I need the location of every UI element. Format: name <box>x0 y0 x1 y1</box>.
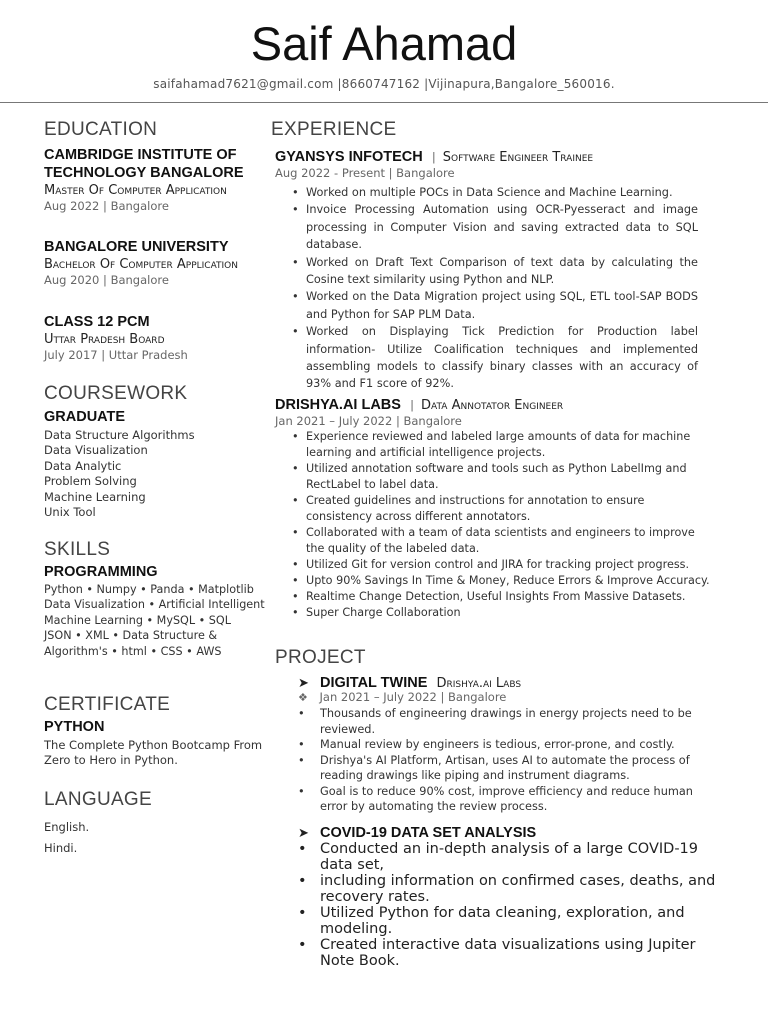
job-bullet: • Utilized Git for version control and JIRA for tracking project progress. <box>292 557 712 573</box>
degree-name: Bachelor Of Computer Application <box>44 257 238 272</box>
arrow-right-icon: ➤ <box>298 676 309 691</box>
school-name: BANGALORE UNIVERSITY <box>44 239 229 255</box>
company-name: GYANSYS INFOTECH <box>275 149 423 165</box>
coursework-item: Unix Tool <box>44 505 96 520</box>
certificate-text <box>44 738 274 769</box>
project-bullet: • Drishya's AI Platform, Artisan, uses AI to automate the process of reading drawings like piping and instrument diagrams. <box>298 753 698 784</box>
job-bullet: • Super Charge Collaboration <box>292 605 712 621</box>
skills-line: Data Visualization • Artificial Intelligent <box>44 598 265 612</box>
job-entry <box>275 394 705 428</box>
language-item: English. <box>44 820 90 834</box>
job-bullet: • Realtime Change Detection, Useful Insights From Massive Datasets. <box>292 589 712 605</box>
job-bullet: • Created guidelines and instructions for annotation to ensure consistency across different annotators. <box>292 493 712 525</box>
certificate-heading: CERTIFICATE <box>44 694 171 715</box>
skills-line: Algorithm's • html • CSS • AWS <box>44 644 222 658</box>
first-name: Saif <box>250 17 332 70</box>
title-separator: | <box>410 398 414 412</box>
job-bullet: • Invoice Processing Automation using OCR-Pyesseract and image processing in Computer Vision and saving extracted data to SQL database. <box>292 201 698 253</box>
coursework-list <box>44 428 195 520</box>
project-bullets <box>298 706 698 815</box>
diamond-bullet-icon: ❖ <box>298 691 308 704</box>
project-bullets <box>298 841 728 969</box>
arrow-right-icon: ➤ <box>298 826 309 841</box>
certificate-subheading: PYTHON <box>44 719 105 735</box>
job-bullet: • Experience reviewed and labeled large amounts of data for machine learning and artificial intelligence projects. <box>292 429 712 461</box>
education-heading: EDUCATION <box>44 119 158 140</box>
job-bullets <box>292 429 712 621</box>
company-name: DRISHYA.AI LABS <box>275 397 401 413</box>
project-date-line <box>298 690 506 704</box>
coursework-item: Data Analytic <box>44 458 122 473</box>
job-bullet: • Upto 90% Savings In Time & Money, Reduce Errors & Improve Accuracy. <box>292 573 712 589</box>
skills-heading: SKILLS <box>44 539 111 560</box>
certificate-line: The Complete Python Bootcamp From <box>44 738 263 752</box>
school-name: CAMBRIDGE INSTITUTE OF TECHNOLOGY BANGALORE <box>44 147 244 181</box>
project-title-line <box>298 672 521 692</box>
project-bullet: • including information on confirmed cases, deaths, and recovery rates. <box>298 873 728 905</box>
project-bullet: • Manual review by engineers is tedious, error-prone, and costly. <box>298 737 698 753</box>
candidate-name <box>0 14 768 74</box>
job-bullet: • Worked on Draft Text Comparison of text data by calculating the Cosine text similarity using Python and NLP. <box>292 254 698 289</box>
project-title: DIGITAL TWINE <box>320 675 428 691</box>
skills-line: JSON • XML • Data Structure & <box>44 629 218 643</box>
job-bullet: • Collaborated with a team of data scientists and engineers to improve the quality of the labeled data. <box>292 525 712 557</box>
language-item: Hindi. <box>44 841 78 855</box>
project-heading: PROJECT <box>275 647 366 668</box>
job-bullet: • Worked on multiple POCs in Data Science and Machine Learning. <box>292 184 698 201</box>
project-bullet: • Created interactive data visualizations using Jupiter Note Book. <box>298 937 728 969</box>
header-divider <box>0 102 768 103</box>
last-name: Ahamad <box>342 17 518 70</box>
coursework-item: Problem Solving <box>44 474 137 489</box>
project-org: Drishya.ai Labs <box>436 676 522 691</box>
skills-line: Python • Numpy • Panda • Matplotlib <box>44 583 254 596</box>
coursework-item: Data Structure Algorithms <box>44 428 195 442</box>
education-date: Aug 2022 | Bangalore <box>44 199 169 213</box>
project-date: Jan 2021 – July 2022 | Bangalore <box>319 690 507 704</box>
school-name: CLASS 12 PCM <box>44 314 150 330</box>
education-entry <box>44 238 254 287</box>
job-bullet: • Utilized annotation software and tools such as Python LabelImg and RectLabel to label data. <box>292 461 712 493</box>
coursework-heading: COURSEWORK <box>44 383 188 404</box>
coursework-subheading: GRADUATE <box>44 409 126 425</box>
certificate-line: Zero to Hero in Python. <box>44 753 178 768</box>
title-separator: | <box>431 150 436 164</box>
job-title-line <box>275 394 705 414</box>
language-heading: LANGUAGE <box>44 789 152 810</box>
job-entry <box>275 146 705 180</box>
project-bullet: • Goal is to reduce 90% cost, improve efficiency and reduce human error by automating the review process. <box>298 784 698 815</box>
skills-line: Machine Learning • MySQL • SQL <box>44 613 231 627</box>
education-date: Aug 2020 | Bangalore <box>44 273 169 287</box>
job-bullet: • Worked on Displaying Tick Prediction for Production label information- Utilize Coalification techniques and implemented assembling models to classify binary classes with an accuracy of 93% and F1 score of 92%. <box>292 323 698 393</box>
project-bullet: • Conducted an in-depth analysis of a large COVID-19 data set, <box>298 841 728 873</box>
job-date: Aug 2022 - Present | Bangalore <box>275 166 455 180</box>
skills-list <box>44 582 274 659</box>
contact-line: saifahamad7621@gmail.com |8660747162 |Vijinapura,Bangalore_560016. <box>153 77 615 91</box>
education-date: July 2017 | Uttar Pradesh <box>44 348 188 362</box>
degree-name: Uttar Pradesh Board <box>44 332 165 347</box>
project-bullet: • Utilized Python for data cleaning, exploration, and modeling. <box>298 905 728 937</box>
project-title-line <box>298 822 536 841</box>
education-entry <box>44 146 254 213</box>
job-bullets <box>292 184 698 393</box>
degree-name: Master Of Computer Application <box>44 183 227 198</box>
job-date: Jan 2021 – July 2022 | Bangalore <box>275 414 462 428</box>
project-title: COVID-19 DATA SET ANALYSIS <box>320 825 537 841</box>
coursework-item: Data Visualization <box>44 443 148 458</box>
job-bullet: • Worked on the Data Migration project using SQL, ETL tool-SAP BODS and Python for SAP PLM Data. <box>292 288 698 323</box>
skills-subheading: PROGRAMMING <box>44 564 158 580</box>
coursework-item: Machine Learning <box>44 489 146 504</box>
education-entry <box>44 313 254 362</box>
job-role: Data Annotator Engineer <box>421 398 564 413</box>
job-role: Software Engineer Trainee <box>442 150 594 165</box>
project-bullet: • Thousands of engineering drawings in energy projects need to be reviewed. <box>298 706 698 737</box>
job-title-line <box>275 146 705 166</box>
experience-heading: EXPERIENCE <box>271 119 397 140</box>
